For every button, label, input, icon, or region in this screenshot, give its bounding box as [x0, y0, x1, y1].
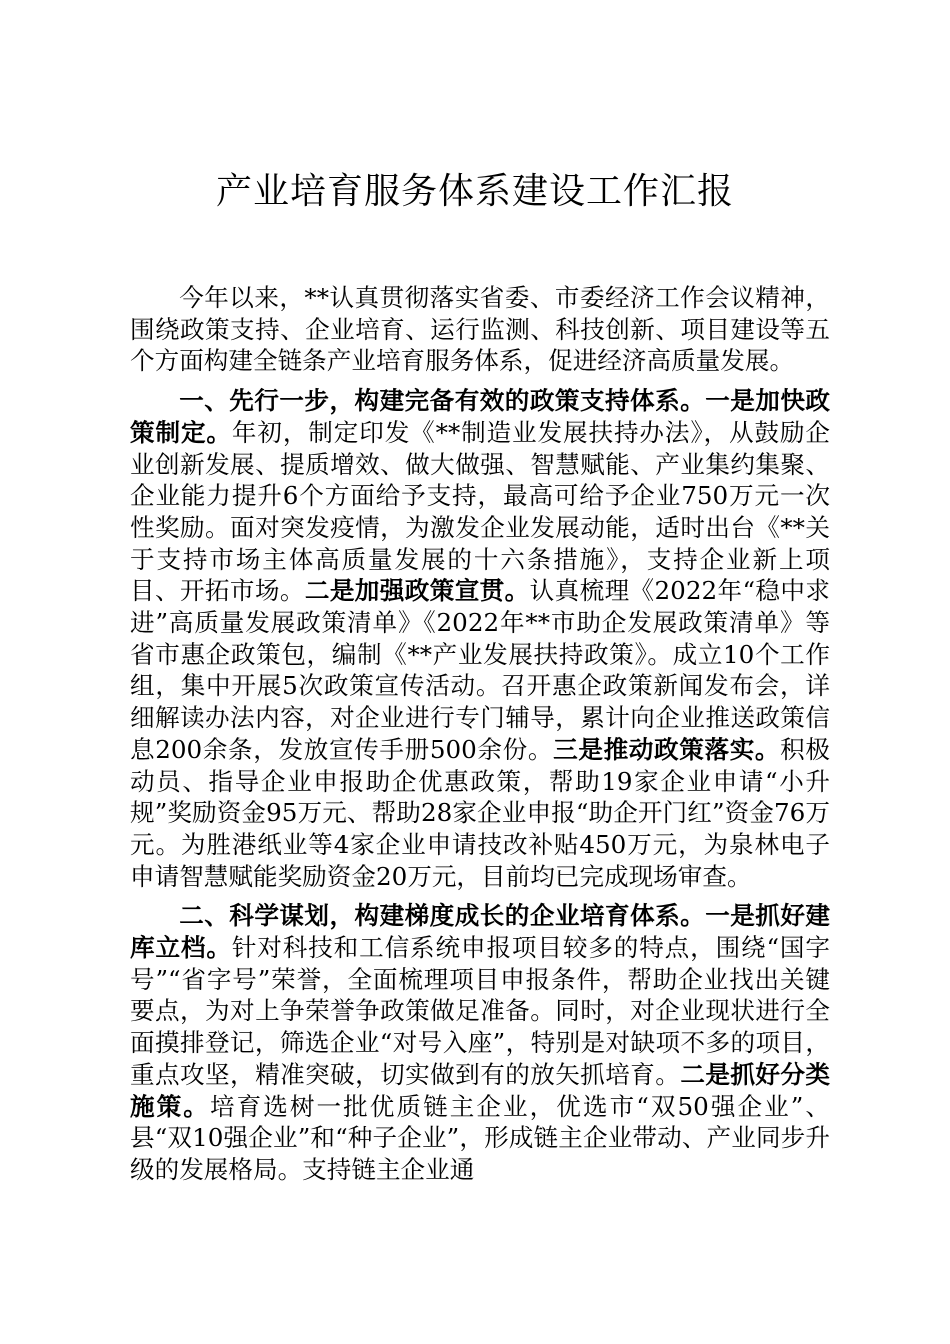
document-body: [130, 282, 830, 1186]
section-2-item-2-lead: 二是抓好分类施策。: [130, 1059, 830, 1121]
document-title: 产业培育服务体系建设工作汇报: [215, 171, 734, 212]
section-1-item-1-text: 年初，制定印发《**制造业发展扶持办法》，从鼓励企业创新发展、提质增效、做大做强、智慧赋能、产业集约集聚、企业能力提升6个方面给予支持，最高可给予企业750万元一次性奖励。面对突发疫情，为激发企业发展动能，适时出台《**关于支持市场主体高质量发展的十六条措施》，支持企业新上项目、开拓市场。: [130, 417, 830, 606]
section-1-item-3-lead: 三是推动政策落实。: [553, 734, 781, 764]
intro-paragraph: [130, 282, 830, 377]
section-2-item-1-text: 针对科技和工信系统申报项目较多的特点，围绕“国字号”“省字号”荣誉，全面梳理项目申报条件，帮助企业找出关键要点，为对上争荣誉争政策做足准备。同时，对企业现状进行全面摸排登记，筛选企业“对号入座”，特别是对缺项不多的项目，重点攻坚，精准突破，切实做到有的放矢抓培育。: [130, 933, 830, 1089]
section-2-item-2-text: 培育选树一批优质链主企业，优选市“双50强企业”、县“双10强企业”和“种子企业”，形成链主企业带动、产业同步升级的发展格局。支持链主企业通: [130, 1091, 830, 1184]
section-1-item-1-lead: 一是加快政策制定。: [130, 386, 830, 447]
section-1-item-3-text: 积极动员、指导企业申报助企优惠政策，帮助19家企业申请“小升规”奖励资金95万元、帮助28家企业申报“助企开门红”资金76万元。为胜港纸业等4家企业申请技改补贴450万元，为泉林电子申请智慧赋能奖励资金20万元，目前均已完成现场审查。: [130, 734, 830, 891]
section-1-heading: 一、先行一步，构建完备有效的政策支持体系。: [179, 386, 706, 416]
section-2-paragraph: [130, 900, 830, 1185]
section-1-paragraph: [130, 385, 830, 892]
section-2-heading: 二、科学谋划，构建梯度成长的企业培育体系。: [179, 901, 706, 931]
section-1-item-2-lead: 二是加强政策宣贯。: [304, 576, 530, 606]
section-1-item-2-text: 认真梳理《2022年“稳中求进”高质量发展政策清单》《2022年**市助企发展政策清单》等省市惠企政策包，编制《**产业发展扶持政策》。成立10个工作组，集中开展5次政策宣传活动。召开惠企政策新闻发布会，详细解读办法内容，对企业进行专门辅导，累计向企业推送政策信息200余条，发放宣传手册500余份。: [130, 576, 830, 764]
intro-text: 今年以来，**认真贯彻落实省委、市委经济工作会议精神，围绕政策支持、企业培育、运行监测、科技创新、项目建设等五个方面构建全链条产业培育服务体系，促进经济高质量发展。: [130, 283, 830, 376]
section-2-item-1-lead: 一是抓好建库立档。: [130, 901, 830, 963]
